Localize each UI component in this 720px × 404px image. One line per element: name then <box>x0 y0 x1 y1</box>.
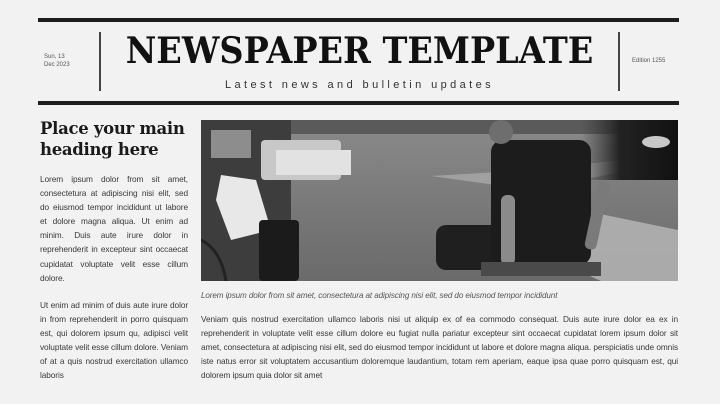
edition-label: Edition 1255 <box>632 58 666 64</box>
article-photo <box>201 120 678 281</box>
left-paragraph-2: Ut enim ad minim of duis aute irure dolor in from reprehenderit in porro quisquam est, qui dolorem ipsum qu, adipisci velit voluptate velit esse cillum dolore. Veniam of at a quis nostrud exercitation ullamco laboris <box>40 300 188 381</box>
left-paragraph-1: Lorem ipsum dolor from sit amet, consectetura at adipiscing nisi elit, sed do eiusmod tempor incididunt ut labore et dolore magna aliqua. Ut enim ad minim. Duis aute irure dolor in reprehenderit in excepteur sint occaecat cupidatat voluptate velit esse cillum dolore. <box>40 174 188 283</box>
body-paragraph: Veniam quis nostrud exercitation ullamco laboris nisi ut aliquip ex of ea commodo consequat. Duis aute irure dolor ea ex in reprehenderit in voluptate velit esse cillum dolore eu fugiat nulla pariatur excepteur sint occaecat cupidatat lorem ipsum dolor sit amet, consectetura at adipiscing nisi elit, sed do eiusmod tempor incididunt ut labore et dolore magna aliqua. perspiciatis unde omnis iste natus error sit voluptatem accusantium doloremque laudantium, totam rem aperiam, eaque ipsa quae porro quisquam est, qui dolorem ipsum quia dolor sit amet <box>201 314 678 381</box>
masthead-title: NEWSPAPER TEMPLATE <box>125 30 594 72</box>
masthead-tagline: Latest news and bulletin updates <box>224 79 495 91</box>
right-divider <box>618 32 620 91</box>
top-rule <box>38 18 679 22</box>
date-weekday: Sun, 13 <box>44 54 65 60</box>
street-photo-illustration <box>201 120 678 281</box>
photo-caption: Lorem ipsum dolor from sit amet, consectetura at adipiscing nisi elit, sed do eiusmod tempor incididunt <box>201 291 558 300</box>
article-heading: Place your main heading here <box>40 119 185 159</box>
header-bottom-rule <box>38 101 679 105</box>
date-month-year: Dec 2023 <box>44 62 70 68</box>
date-block <box>44 53 70 69</box>
